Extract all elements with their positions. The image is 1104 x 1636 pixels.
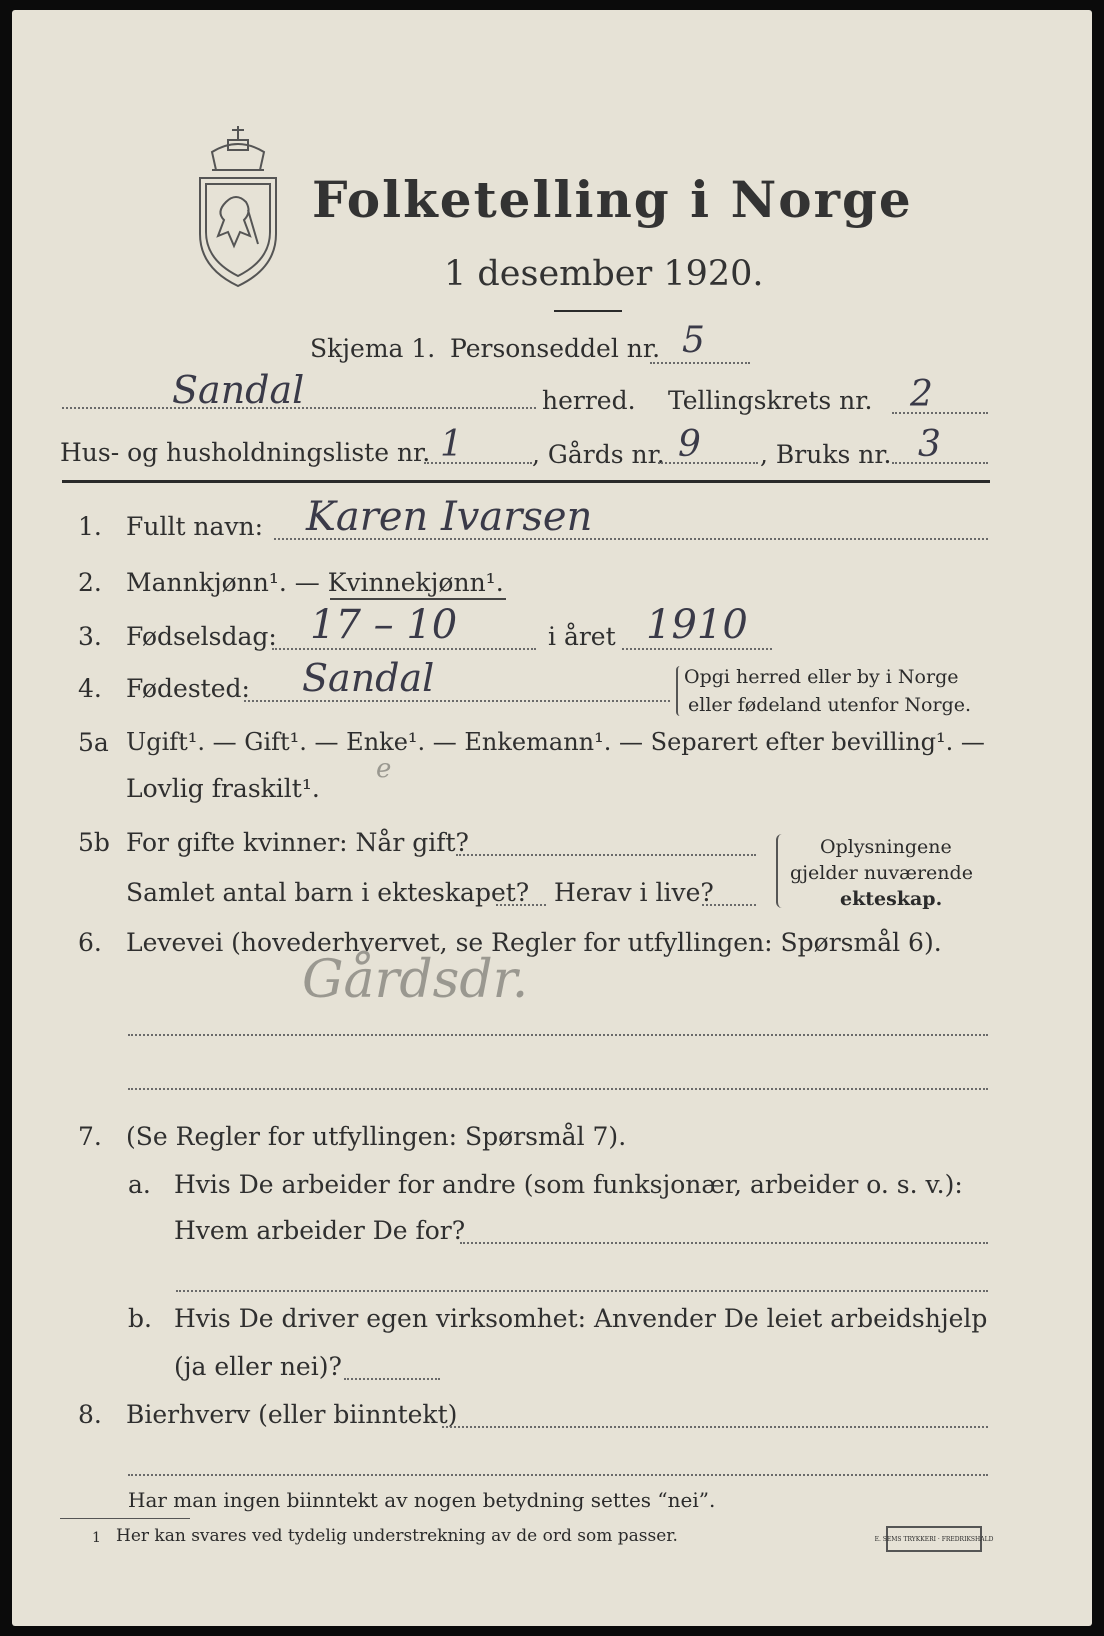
marriage-note-line1: Oplysningene — [820, 836, 952, 858]
hus-label: Hus- og husholdningsliste nr. — [60, 438, 431, 467]
hired-help-label: (ja eller nei)? — [174, 1352, 342, 1381]
birth-year-value: 1910 — [646, 602, 748, 648]
children-count-line — [496, 904, 546, 906]
occupation-value: Gårdsdr. — [302, 950, 529, 1010]
footnote-rule — [60, 1518, 190, 1519]
census-date: 1 desember 1920. — [444, 254, 764, 294]
children-alive-label: Herav i live? — [554, 878, 714, 907]
side-income-note: Har man ingen biinntekt av nogen betydning settes “nei”. — [128, 1488, 716, 1512]
gards-line — [658, 462, 758, 464]
tellingskrets-label: Tellingskrets nr. — [668, 386, 873, 415]
header-rule — [62, 480, 990, 483]
q1-label: Fullt navn: — [126, 512, 264, 541]
printer-stamp-text: E. SEMS TRYKKERI · FREDRIKSHALD — [874, 1535, 994, 1543]
norwegian-coat-of-arms-icon — [190, 122, 286, 294]
title-divider — [554, 310, 622, 312]
employer-line — [460, 1242, 988, 1244]
when-married-line — [456, 854, 756, 856]
q7b-line1: Hvis De driver egen virksomhet: Anvender De leiet arbeidshjelp — [174, 1304, 988, 1333]
form-title: Folketelling i Norge — [312, 170, 913, 229]
q5b-number: 5b — [78, 828, 110, 857]
q7a-letter: a. — [128, 1170, 151, 1199]
personseddel-line — [650, 362, 750, 364]
tellingskrets-value: 2 — [910, 374, 933, 415]
birthday-line — [272, 648, 536, 650]
q4-number: 4. — [78, 674, 102, 703]
occupation-line-1 — [128, 1034, 988, 1036]
when-married-label: For gifte kvinner: Når gift? — [126, 828, 469, 857]
birthplace-value: Sandal — [302, 656, 435, 700]
q7-number: 7. — [78, 1122, 102, 1151]
children-count-label: Samlet antal barn i ekteskapet? — [126, 878, 530, 907]
q7b-letter: b. — [128, 1304, 152, 1333]
full-name-value: Karen Ivarsen — [306, 494, 593, 540]
occupation-line-2 — [128, 1088, 988, 1090]
employer-line-2 — [176, 1290, 988, 1292]
marital-status-options: Ugift¹. — Gift¹. — Enke¹. — Enkemann¹. — Separert efter bevilling¹. — — [126, 728, 985, 756]
q8-number: 8. — [78, 1400, 102, 1429]
q7-label: (Se Regler for utfyllingen: Spørsmål 7). — [126, 1122, 627, 1151]
bruks-value: 3 — [918, 424, 941, 465]
marriage-note-line3: ekteskap. — [840, 888, 943, 910]
year-label: i året — [548, 622, 616, 651]
q5a-number: 5a — [78, 728, 109, 757]
tellingskrets-line — [892, 412, 988, 414]
q3-label: Fødselsdag: — [126, 622, 277, 651]
side-income-label: Bierhverv (eller biinntekt) — [126, 1400, 458, 1429]
q3-number: 3. — [78, 622, 102, 651]
gards-value: 9 — [678, 424, 701, 465]
side-income-line — [442, 1426, 988, 1428]
birth-year-line — [622, 648, 772, 650]
personseddel-label: Personseddel nr. — [450, 334, 661, 363]
birthplace-line — [244, 700, 670, 702]
bruks-label: , Bruks nr. — [760, 440, 892, 469]
gards-label: , Gårds nr. — [532, 440, 665, 469]
gender-options: Mannkjønn¹. — Kvinnekjønn¹. — [126, 568, 504, 597]
kvinnekjonn-underline — [330, 598, 506, 600]
lovlig-fraskilt-option: Lovlig fraskilt¹. — [126, 774, 320, 803]
birthplace-note-line1: Opgi herred eller by i Norge — [684, 666, 959, 688]
q7a-line1: Hvis De arbeider for andre (som funksjonær, arbeider o. s. v.): — [174, 1170, 963, 1199]
skjema-label: Skjema 1. — [310, 334, 436, 363]
birthplace-note-line2: eller fødeland utenfor Norge. — [688, 694, 972, 716]
herred-label: herred. — [542, 386, 636, 415]
marriage-note-bracket — [776, 834, 786, 908]
footnote-text: Her kan svares ved tydelig understrekning av de ord som passer. — [116, 1526, 678, 1546]
hired-help-line — [344, 1378, 440, 1380]
footnote-mark: 1 — [92, 1530, 101, 1546]
herred-value: Sandal — [172, 368, 305, 412]
personseddel-value: 5 — [682, 320, 705, 361]
birthplace-bracket — [676, 666, 684, 716]
hus-value: 1 — [440, 424, 463, 465]
q1-number: 1. — [78, 512, 102, 541]
printer-stamp — [874, 1526, 994, 1552]
marriage-note-line2: gjelder nuværende — [790, 862, 973, 884]
employer-label: Hvem arbeider De for? — [174, 1216, 466, 1245]
q6-number: 6. — [78, 928, 102, 957]
side-income-line-2 — [128, 1474, 988, 1476]
children-alive-line — [702, 904, 756, 906]
q2-number: 2. — [78, 568, 102, 597]
census-form-page — [12, 10, 1092, 1626]
birthday-value: 17 – 10 — [310, 602, 458, 648]
marital-mark: e — [376, 754, 392, 784]
q4-label: Fødested: — [126, 674, 250, 703]
occupation-label: Levevei (hovederhvervet, se Regler for utfyllingen: Spørsmål 6). — [126, 928, 942, 957]
